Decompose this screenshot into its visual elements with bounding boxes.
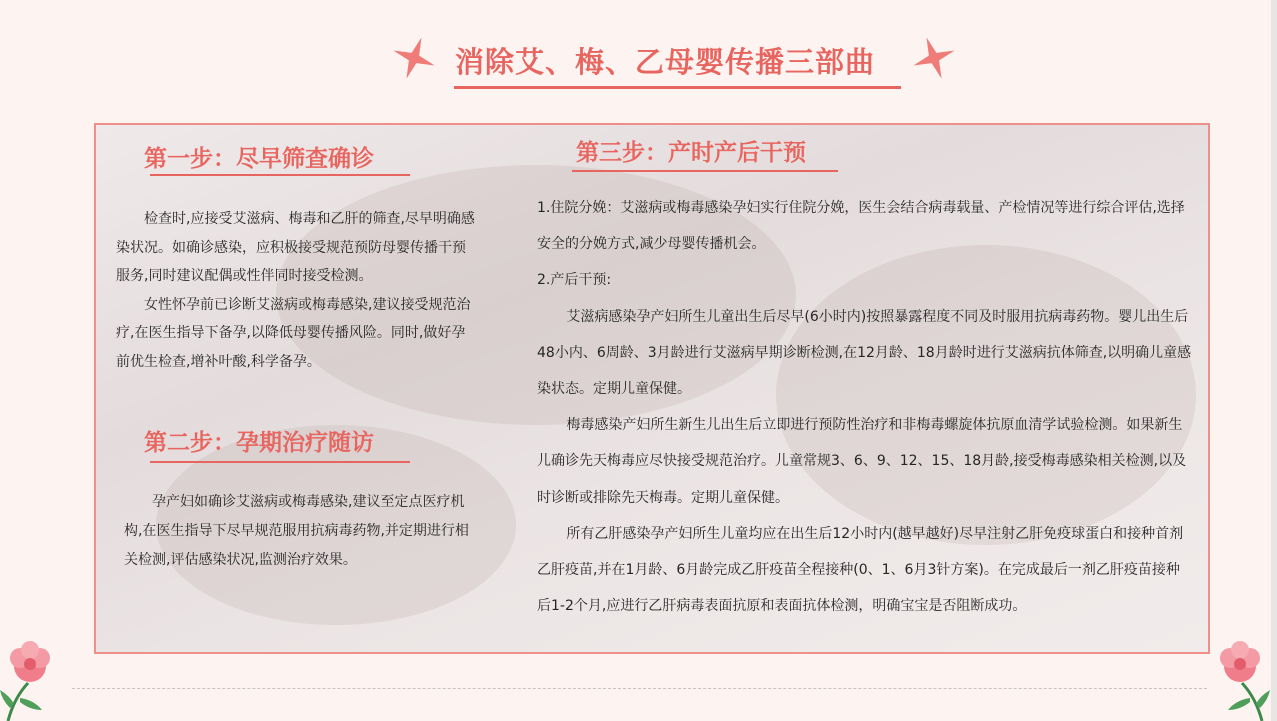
footer-divider (72, 688, 1207, 689)
step3-paragraph: 1.住院分娩：艾滋病或梅毒感染孕妇实行住院分娩，医生会结合病毒载量、产检情况等进行综合评估,选择安全的分娩方式,减少母婴传播机会。 (537, 200, 1185, 253)
step3-text (537, 190, 1192, 624)
step2-paragraph: 孕产妇如确诊艾滋病或梅毒感染,建议至定点医疗机构,在医生指导下尽早规范服用抗病毒药物,并定期进行相关检测,评估感染状况,监测治疗效果。 (124, 494, 469, 568)
sparkle-star-icon (392, 36, 436, 80)
step2-text (124, 488, 469, 575)
step1-paragraph: 检查时,应接受艾滋病、梅毒和乙肝的筛查,尽早明确感染状况。如确诊感染，应积极接受规范预防母婴传播干预服务,同时建议配偶或性伴同时接受检测。 (116, 211, 475, 284)
step1-underline (150, 174, 410, 176)
title-underline (454, 86, 901, 89)
step3-paragraph: 梅毒感染产妇所生新生儿出生后立即进行预防性治疗和非梅毒螺旋体抗原血清学试验检测。如果新生儿确诊先天梅毒应尽快接受规范治疗。儿童常规3、6、9、12、15、18月龄,接受梅毒感染相关检测,以及时诊断或排除先天梅毒。定期儿童保健。 (537, 417, 1187, 506)
page-title: 消除艾、梅、乙母婴传播三部曲 (455, 45, 876, 79)
step1-paragraph: 女性怀孕前已诊断艾滋病或梅毒感染,建议接受规范治疗,在医生指导下备孕,以降低母婴传播风险。同时,做好孕前优生检查,增补叶酸,科学备孕。 (116, 296, 471, 370)
step3-paragraph: 2.产后干预: (537, 272, 612, 289)
step3-paragraph: 所有乙肝感染孕产妇所生儿童均应在出生后12小时内(越早越好)尽早注射乙肝免疫球蛋白和接种首剂乙肝疫苗,并在1月龄、6月龄完成乙肝疫苗全程接种(0、1、6月3针方案)。在完成最后一剂乙肝疫苗接种后1-2个月,应进行乙肝病毒表面抗原和表面抗体检测，明确宝宝是否阻断成功。 (537, 525, 1184, 615)
step1-title: 第一步：尽早筛查确诊 (144, 145, 374, 172)
step3-underline (572, 170, 838, 172)
step1-text (116, 205, 478, 376)
pink-flower-icon (1208, 638, 1270, 721)
step2-underline (150, 461, 410, 463)
step2-title: 第二步：孕期治疗随访 (144, 429, 374, 456)
pink-flower-icon (0, 638, 62, 721)
step3-title: 第三步：产时产后干预 (576, 139, 806, 166)
step3-paragraph: 艾滋病感染孕产妇所生儿童出生后尽早(6小时内)按照暴露程度不同及时服用抗病毒药物。婴儿出生后48小内、6周龄、3月龄进行艾滋病早期诊断检测,在12月龄、18月龄时进行艾滋病抗体筛查,以明确儿童感染状态。定期儿童保健。 (537, 308, 1192, 398)
title-area (0, 30, 1277, 100)
sparkle-star-icon (912, 36, 956, 80)
scrollbar-edge (1271, 0, 1277, 721)
